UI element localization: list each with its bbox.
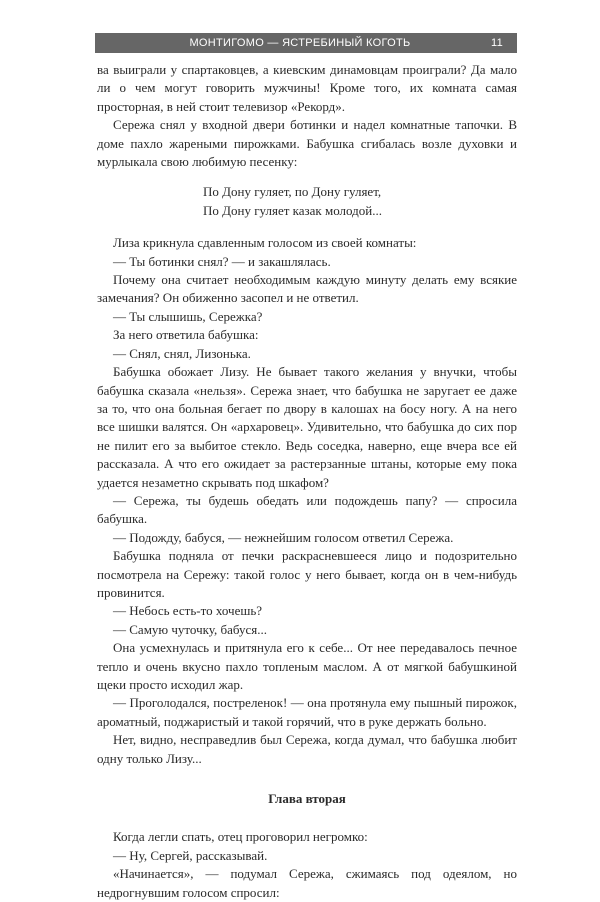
paragraph: Лиза крикнула сдавленным голосом из своей комнаты: <box>113 235 417 251</box>
paragraph: Когда легли спать, отец проговорил негромко: <box>113 829 368 845</box>
paragraph: — Ну, Сергей, рассказывай. <box>113 847 268 863</box>
paragraph: Бабушка подняла от печки раскрасневшееся лицо и подозрительно посмотрела на Сережу: такой голос у него бывает, когда он в чем-нибудь провинится. <box>97 548 517 600</box>
body-text <box>97 61 517 902</box>
page-number: 11 <box>490 37 503 49</box>
song-line: По Дону гуляет, по Дону гуляет, <box>203 184 382 200</box>
paragraph: — Проголодался, постреленок! — она протянула ему пышный пирожок, ароматный, поджаристый и такой горячий, что в руке держать больно. <box>97 695 517 729</box>
paragraph: ва выиграли у спартаковцев, а киевским динамовцам проиграли? Да мало ли о чем могут говорить мужчины! Кроме того, их комната самая просторная, в ней стоит телевизор «Рекорд». <box>97 62 517 114</box>
chapter-heading: Глава вторая <box>268 791 346 807</box>
paragraph: Бабушка обожает Лизу. Не бывает такого желания у внучки, чтобы бабушка сказала «нельзя». Сережа знает, что бабушка не заругает ее даже за то, что она больная бегает по двору в калошах на босу ногу. А на него все шишки валятся. Он «архаровец». Удивительно, что бабушка до сих пор не пилит его за выбитое стекло. Ведь соседка, наверно, еще вчера все ей рассказала. А что его ожидает за растерзанные штаны, которые ему пока удается незаметно скрывать под шкафом? <box>97 364 517 490</box>
running-header <box>95 33 517 53</box>
song-line: По Дону гуляет казак молодой... <box>203 202 382 218</box>
running-title: МОНТИГОМО — ЯСТРЕБИНЫЙ КОГОТЬ <box>189 37 411 49</box>
song-quote <box>97 183 517 220</box>
paragraph: Сережа снял у входной двери ботинки и надел комнатные тапочки. В доме пахло жареными пирожками. Бабушка сгибалась возле духовки и мурлыкала свою любимую песенку: <box>97 117 517 170</box>
paragraph: — Сережа, ты будешь обедать или подождешь папу? — спросила бабушка. <box>97 492 517 527</box>
paragraph: — Снял, снял, Лизонька. <box>113 345 251 361</box>
paragraph: — Небось есть-то хочешь? <box>113 603 263 619</box>
paragraph: — Подожду, бабуся, — нежнейшим голосом ответил Сережа. <box>113 529 454 545</box>
paragraph: — Ты ботинки снял? — и закашлялась. <box>113 253 331 269</box>
paragraph: — Ты слышишь, Сережка? <box>113 308 263 324</box>
paragraph: Почему она считает необходимым каждую минуту делать ему всякие замечания? Он обиженно засопел и не ответил. <box>97 272 517 306</box>
paragraph: Она усмехнулась и притянула его к себе... От нее передавалось печное тепло и очень вкусно пахло топленым маслом. А от мягкой бабушкиной щеки просто исходил жар. <box>97 640 517 692</box>
paragraph: Нет, видно, несправедлив был Сережа, когда думал, что бабушка любит одну только Лизу... <box>97 732 517 766</box>
paragraph: За него ответила бабушка: <box>113 327 259 343</box>
paragraph: — Самую чуточку, бабуся... <box>113 621 267 637</box>
paragraph: «Начинается», — подумал Сережа, сжимаясь под одеялом, но недрогнувшим голосом спросил: <box>97 866 517 900</box>
